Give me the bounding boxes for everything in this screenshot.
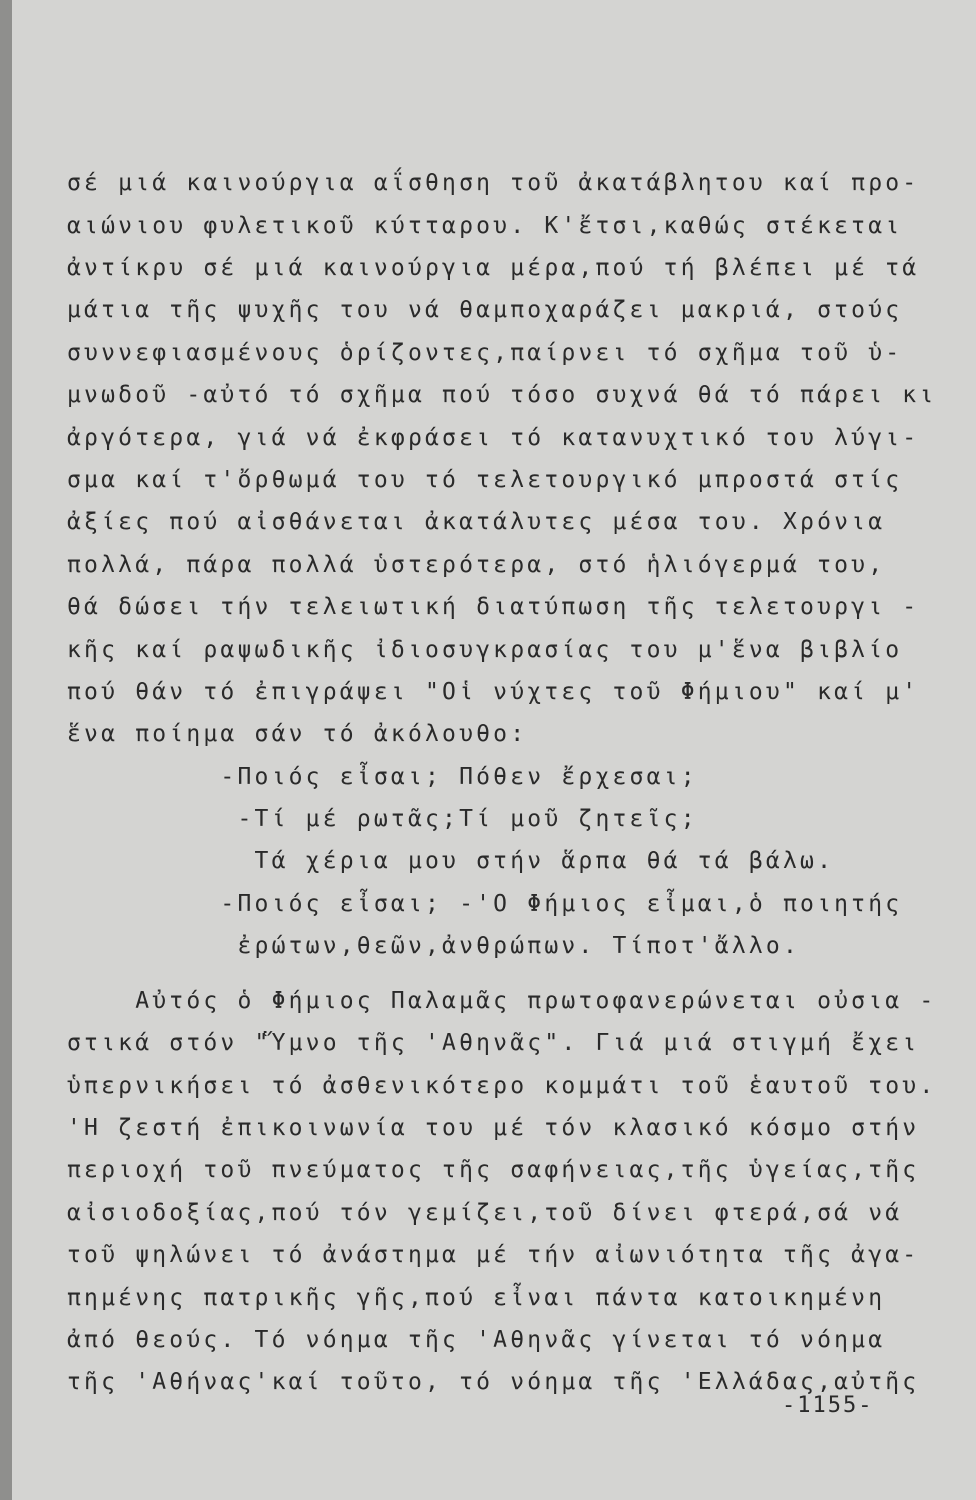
text-line: μνωδοῦ -αὐτό τό σχῆμα πού τόσο συχνά θά τό πάρει κι (67, 382, 937, 408)
scan-left-edge (0, 0, 12, 1500)
text-line: τοῦ ψηλώνει τό ἀνάστημα μέ τήν αἰωνιότητα τῆς ἀγα- (67, 1242, 920, 1268)
text-line: θά δώσει τήν τελειωτική διατύπωση τῆς τελετουργι - (67, 594, 920, 620)
text-line: κῆς καί ραψωδικῆς ἰδιοσυγκρασίας του μ'ἕνα βιβλίο (67, 637, 903, 663)
verse-line: ἐρώτων,θεῶν,ἀνθρώπων. Τίποτ'ἄλλο. (67, 933, 801, 959)
text-line: σέ μιά καινούργια αΐσθηση τοῦ ἀκατάβλητου καί προ- (67, 170, 920, 196)
page-number: -1155- (782, 1393, 874, 1418)
text-line: περιοχή τοῦ πνεύματος τῆς σαφήνειας,τῆς ὑγείας,τῆς (67, 1157, 920, 1183)
text-line: ἀργότερα, γιά νά ἐκφράσει τό κατανυχτικό του λύγι- (67, 425, 920, 451)
text-line: αἰσιοδοξίας,πού τόν γεμίζει,τοῦ δίνει φτερά,σά νά (67, 1200, 903, 1226)
text-line: αιώνιου φυλετικοῦ κύτταρου. Κ'ἔτσι,καθώς στέκεται (67, 213, 903, 239)
text-line: Αὐτός ὁ Φήμιος Παλαμᾶς πρωτοφανερώνεται οὐσια - (67, 988, 937, 1014)
text-line: ἕνα ποίημα σάν τό ἀκόλουθο: (67, 721, 528, 747)
verse-line: -Τί μέ ρωτᾶς;Τί μοῦ ζητεῖς; (67, 806, 698, 832)
typed-page (12, 0, 976, 1500)
text-line: ἀντίκρυ σέ μιά καινούργια μέρα,πού τή βλέπει μέ τά (67, 255, 920, 281)
text-line: ὑπερνικήσει τό ἀσθενικότερο κομμάτι τοῦ ἑαυτοῦ του. (67, 1073, 937, 1099)
verse-line: -Ποιός εἶσαι; Πόθεν ἔρχεσαι; (67, 764, 698, 790)
text-line: πού θάν τό ἐπιγράψει "Οἱ νύχτες τοῦ Φήμιου" καί μ' (67, 679, 920, 705)
text-line: ἀξίες πού αἰσθάνεται ἀκατάλυτες μέσα του. Χρόνια (67, 509, 886, 535)
text-line: μάτια τῆς ψυχῆς του νά θαμποχαράζει μακριά, στούς (67, 297, 903, 323)
text-line: πημένης πατρικῆς γῆς,πού εἶναι πάντα κατοικημένη (67, 1285, 886, 1311)
verse-line: -Ποιός εἶσαι; -'Ο Φήμιος εἶμαι,ὁ ποιητής (67, 891, 903, 917)
text-line: στικά στόν "Ὕμνο τῆς 'Αθηνᾶς". Γιά μιά στιγμή ἔχει (67, 1030, 920, 1056)
text-line: τῆς 'Αθήνας'καί τοῦτο, τό νόημα τῆς 'Ελλάδας,αὐτῆς (67, 1369, 920, 1395)
text-line: σμα καί τ'ὄρθωμά του τό τελετουργικό μπροστά στίς (67, 467, 903, 493)
text-line: πολλά, πάρα πολλά ὑστερότερα, στό ἡλιόγερμά του, (67, 552, 886, 578)
text-line: ἀπό θεούς. Τό νόημα τῆς 'Αθηνᾶς γίνεται τό νόημα (67, 1327, 886, 1353)
text-line: συννεφιασμένους ὁρίζοντες,παίρνει τό σχῆμα τοῦ ὑ- (67, 340, 903, 366)
text-line: 'Η ζεστή ἐπικοινωνία του μέ τόν κλασικό κόσμο στήν (67, 1115, 920, 1141)
verse-line: Τά χέρια μου στήν ἅρπα θά τά βάλω. (67, 848, 835, 874)
